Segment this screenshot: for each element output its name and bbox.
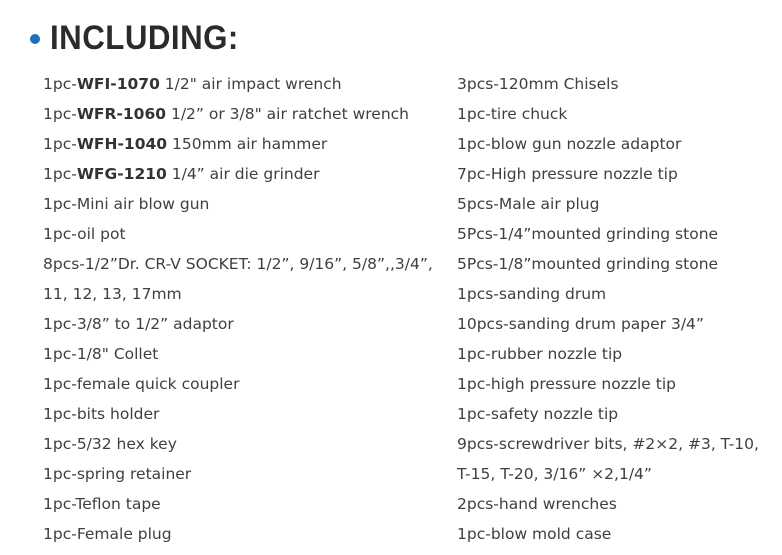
list-item: 2pcs-hand wrenches (457, 495, 617, 513)
list-item: 1pc-5/32 hex key (43, 435, 177, 453)
list-item: 3pcs-120mm Chisels (457, 75, 619, 93)
left-item-list (43, 69, 443, 549)
list-item: 1pc-blow mold case (457, 525, 612, 543)
list-item: 5pcs-Male air plug (457, 195, 600, 213)
section-header (30, 18, 255, 58)
list-item: 11, 12, 13, 17mm (43, 285, 182, 303)
list-item: 1pc-spring retainer (43, 465, 192, 483)
list-item: 1pc-safety nozzle tip (457, 405, 619, 423)
list-item: 1pc-tire chuck (457, 105, 568, 123)
list-item: 1pc-WFG-1210 1/4” air die grinder (43, 165, 320, 183)
model-number: WFR-1060 (76, 105, 167, 123)
list-item: 9pcs-screwdriver bits, #2×2, #3, T-10, (457, 435, 759, 453)
right-item-list (457, 69, 777, 549)
model-number: WFG-1210 (76, 165, 167, 183)
list-item: 1pc-1/8" Collet (43, 345, 159, 363)
list-item: T-15, T-20, 3/16” ×2,1/4” (457, 465, 652, 483)
list-item: 1pc-high pressure nozzle tip (457, 375, 676, 393)
list-item: 5Pcs-1/4”mounted grinding stone (457, 225, 719, 243)
list-item: 5Pcs-1/8”mounted grinding stone (457, 255, 719, 273)
list-item: 1pc-WFR-1060 1/2” or 3/8" air ratchet wrench (43, 105, 409, 123)
list-item: 1pc-3/8” to 1/2” adaptor (43, 315, 234, 333)
list-item: 1pc-WFI-1070 1/2" air impact wrench (43, 75, 342, 93)
model-number: WFI-1070 (76, 75, 160, 93)
list-item: 1pc-Teflon tape (43, 495, 161, 513)
list-item: 1pc-blow gun nozzle adaptor (457, 135, 682, 153)
list-item: 1pc-Female plug (43, 525, 172, 543)
list-item: 1pc-bits holder (43, 405, 160, 423)
list-item: 1pc-Mini air blow gun (43, 195, 210, 213)
list-item: 1pc-female quick coupler (43, 375, 240, 393)
list-item: 7pc-High pressure nozzle tip (457, 165, 678, 183)
bullet-icon (30, 34, 40, 44)
list-item: 10pcs-sanding drum paper 3/4” (457, 315, 704, 333)
list-item: 1pc-oil pot (43, 225, 126, 243)
section-title: INCLUDING: (50, 18, 239, 57)
list-item: 1pcs-sanding drum (457, 285, 607, 303)
model-number: WFH-1040 (76, 135, 168, 153)
list-item: 8pcs-1/2”Dr. CR-V SOCKET: 1/2”, 9/16”, 5/8”,,3/4”, (43, 255, 433, 273)
list-item: 1pc-WFH-1040 150mm air hammer (43, 135, 328, 153)
list-item: 1pc-rubber nozzle tip (457, 345, 623, 363)
